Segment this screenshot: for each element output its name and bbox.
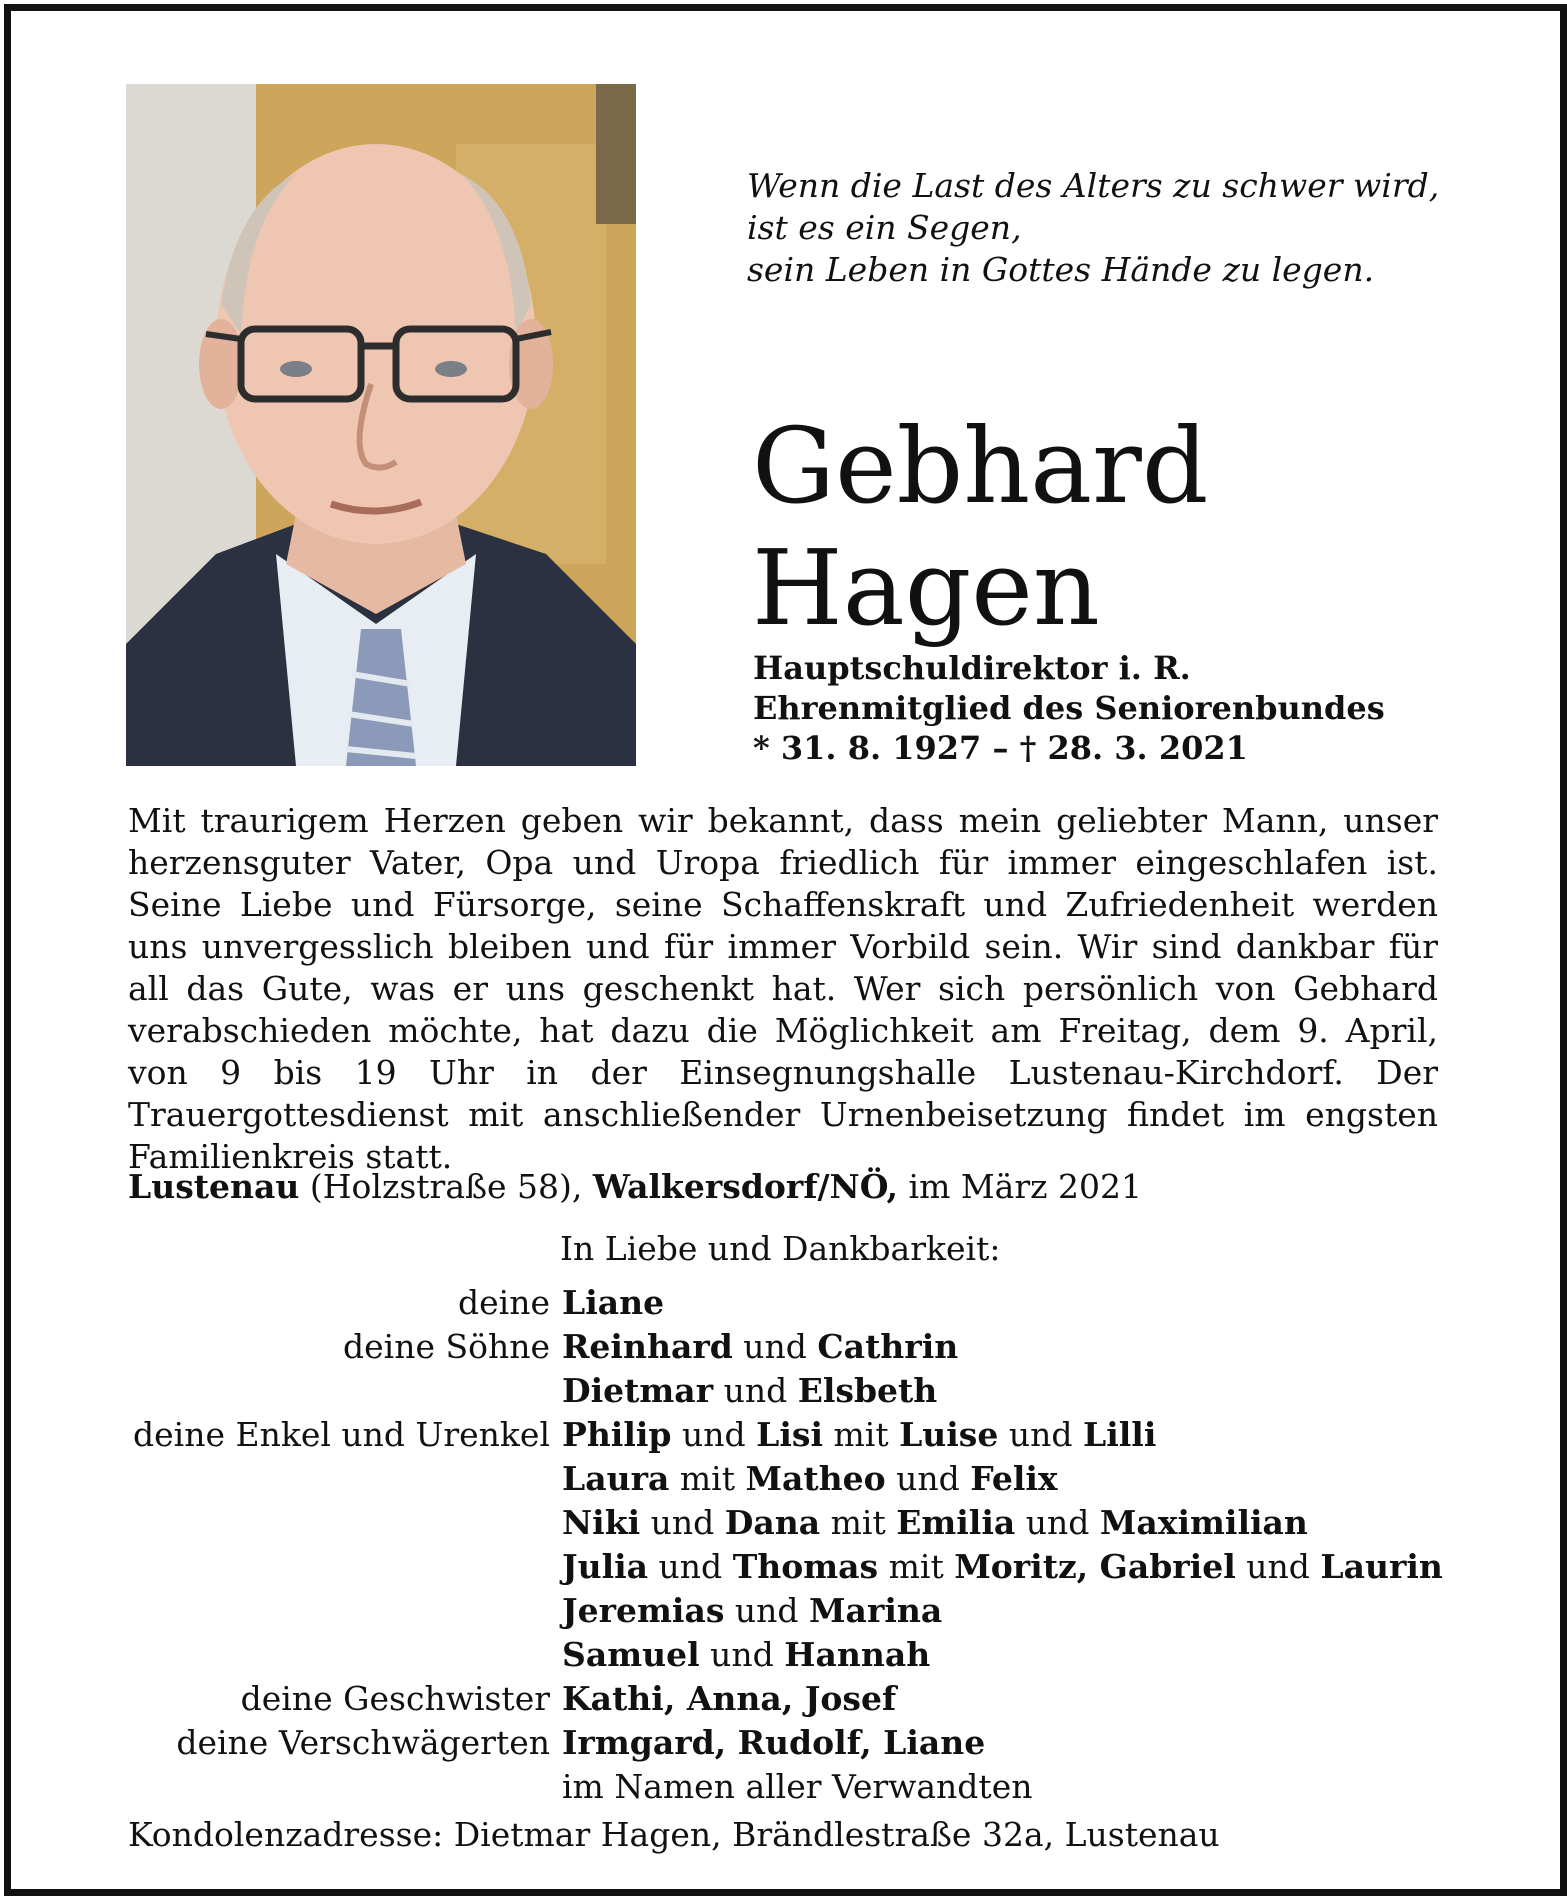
mourner-name: Emilia — [896, 1503, 1016, 1542]
mourner-name: Moritz, Gabriel — [954, 1547, 1236, 1586]
deceased-titles — [753, 648, 1385, 768]
title-line: Ehrenmitglied des Seniorenbundes — [753, 689, 1385, 727]
mourner-name: Thomas — [732, 1547, 879, 1586]
mourner-names — [562, 1635, 930, 1674]
mourner-relation: deine Enkel und Urenkel — [133, 1415, 550, 1454]
mourner-names — [562, 1327, 958, 1366]
place-town: Walkersdorf/NÖ, — [592, 1167, 899, 1206]
mourner-connector: mit — [822, 1415, 900, 1454]
mourner-name: Cathrin — [817, 1327, 959, 1366]
mourner-row — [128, 1723, 1458, 1767]
mourner-name: Julia — [562, 1547, 649, 1586]
mourner-name: Samuel — [562, 1635, 700, 1674]
mourner-row — [128, 1415, 1458, 1459]
portrait-photo — [126, 84, 636, 766]
place-and-date — [128, 1166, 1142, 1208]
mourner-name: Maximilian — [1099, 1503, 1308, 1542]
mourner-connector: mit — [878, 1547, 955, 1586]
mourner-row — [128, 1679, 1458, 1723]
announcement-text: Mit traurigem Herzen geben wir bekannt, dass mein geliebter Mann, unser herzensguter Vater, Opa und Uropa friedlich für immer eingeschlafen ist. Seine Liebe und Fürsorge, seine Schaffenskraft und Zufriedenheit werden uns unvergesslich bleiben und für immer Vorbild sein. Wir sind dankbar für all das Gute, was er uns geschenkt hat. Wer sich persönlich von Gebhard verabschieden möchte, hat dazu die Möglichkeit am Freitag, dem 9. April, von 9 bis 19 Uhr in der Einsegnungshalle Lustenau-Kirchdorf. Der Trauergottesdienst mit anschließender Urnenbeisetzung findet im engsten Familienkreis statt. — [128, 801, 1438, 1176]
mourner-names — [562, 1459, 1058, 1498]
mourner-names — [562, 1283, 664, 1322]
motto-line: ist es ein Segen, — [747, 208, 1022, 247]
condolence-address: Kondolenzadresse: Dietmar Hagen, Brändlestraße 32a, Lustenau — [128, 1815, 1220, 1854]
mourner-connector: und — [640, 1503, 725, 1542]
mourner-name: Dietmar — [562, 1371, 714, 1410]
first-name: Gebhard — [752, 405, 1209, 527]
mourner-name: Hannah — [784, 1635, 931, 1674]
mourner-row — [128, 1283, 1458, 1327]
mourner-row — [128, 1503, 1458, 1547]
mourner-names — [562, 1723, 985, 1762]
mourner-connector: und — [885, 1459, 971, 1498]
mourner-name: Irmgard, Rudolf, Liane — [562, 1723, 986, 1762]
mourner-row — [128, 1591, 1458, 1635]
mourner-relation: deine Geschwister — [240, 1679, 550, 1718]
mourner-connector: und — [648, 1547, 733, 1586]
mourner-connector: und — [732, 1327, 818, 1366]
mourner-name: Jeremias — [562, 1591, 725, 1630]
mourner-relation: deine — [458, 1283, 550, 1322]
portrait-illustration — [126, 84, 636, 766]
mourner-name: Liane — [562, 1283, 665, 1322]
mourner-name: Laurin — [1320, 1547, 1443, 1586]
mourner-names — [562, 1503, 1308, 1542]
mourner-connector: und — [724, 1591, 810, 1630]
mourner-name: Elsbeth — [797, 1371, 938, 1410]
mourner-relation: deine Söhne — [343, 1327, 550, 1366]
mourner-connector: mit — [820, 1503, 897, 1542]
motto-verse — [747, 165, 1477, 291]
mourner-names — [562, 1679, 896, 1718]
mourner-connector: und — [1235, 1547, 1321, 1586]
mourner-connector: mit — [669, 1459, 746, 1498]
mourner-names — [562, 1547, 1443, 1586]
mourner-row — [128, 1371, 1458, 1415]
motto-line: Wenn die Last des Alters zu schwer wird, — [747, 166, 1440, 205]
mourner-names — [562, 1371, 937, 1410]
mourner-name: Matheo — [745, 1459, 886, 1498]
motto-line: sein Leben in Gottes Hände zu legen. — [747, 250, 1375, 289]
mourner-names — [562, 1591, 942, 1630]
mourner-row — [128, 1327, 1458, 1371]
place-town: Lustenau — [128, 1167, 300, 1206]
mourner-names — [562, 1767, 1032, 1806]
mourner-row — [128, 1547, 1458, 1591]
place-address: (Holzstraße 58), — [299, 1167, 593, 1206]
signoff: In Liebe und Dankbarkeit: — [560, 1229, 1001, 1268]
mourner-name: Marina — [809, 1591, 943, 1630]
mourner-row — [128, 1459, 1458, 1503]
mourner-name: Luise — [899, 1415, 999, 1454]
mourner-name: Philip — [562, 1415, 672, 1454]
last-name: Hagen — [752, 527, 1100, 649]
mourner-name: Felix — [970, 1459, 1058, 1498]
mourner-name: Kathi, Anna, Josef — [562, 1679, 897, 1718]
mourner-names — [562, 1415, 1156, 1454]
mourner-connector: im Namen aller Verwandten — [562, 1767, 1033, 1806]
deceased-name — [752, 405, 1208, 649]
mourner-connector: und — [713, 1371, 798, 1410]
mourners-list — [128, 1283, 1458, 1811]
mourner-connector: und — [699, 1635, 785, 1674]
mourner-name: Lilli — [1083, 1415, 1157, 1454]
mourner-connector: und — [998, 1415, 1084, 1454]
title-line: Hauptschuldirektor i. R. — [753, 649, 1191, 687]
mourner-row — [128, 1635, 1458, 1679]
mourner-name: Laura — [562, 1459, 670, 1498]
mourner-connector: und — [671, 1415, 757, 1454]
mourner-name: Reinhard — [562, 1327, 733, 1366]
mourner-connector: und — [1015, 1503, 1100, 1542]
mourner-name: Dana — [724, 1503, 821, 1542]
life-dates: * 31. 8. 1927 – † 28. 3. 2021 — [753, 729, 1248, 767]
place-date: im März 2021 — [898, 1167, 1142, 1206]
mourner-relation: deine Verschwägerten — [176, 1723, 550, 1762]
mourner-name: Lisi — [756, 1415, 823, 1454]
mourner-row — [128, 1767, 1458, 1811]
mourner-name: Niki — [562, 1503, 641, 1542]
